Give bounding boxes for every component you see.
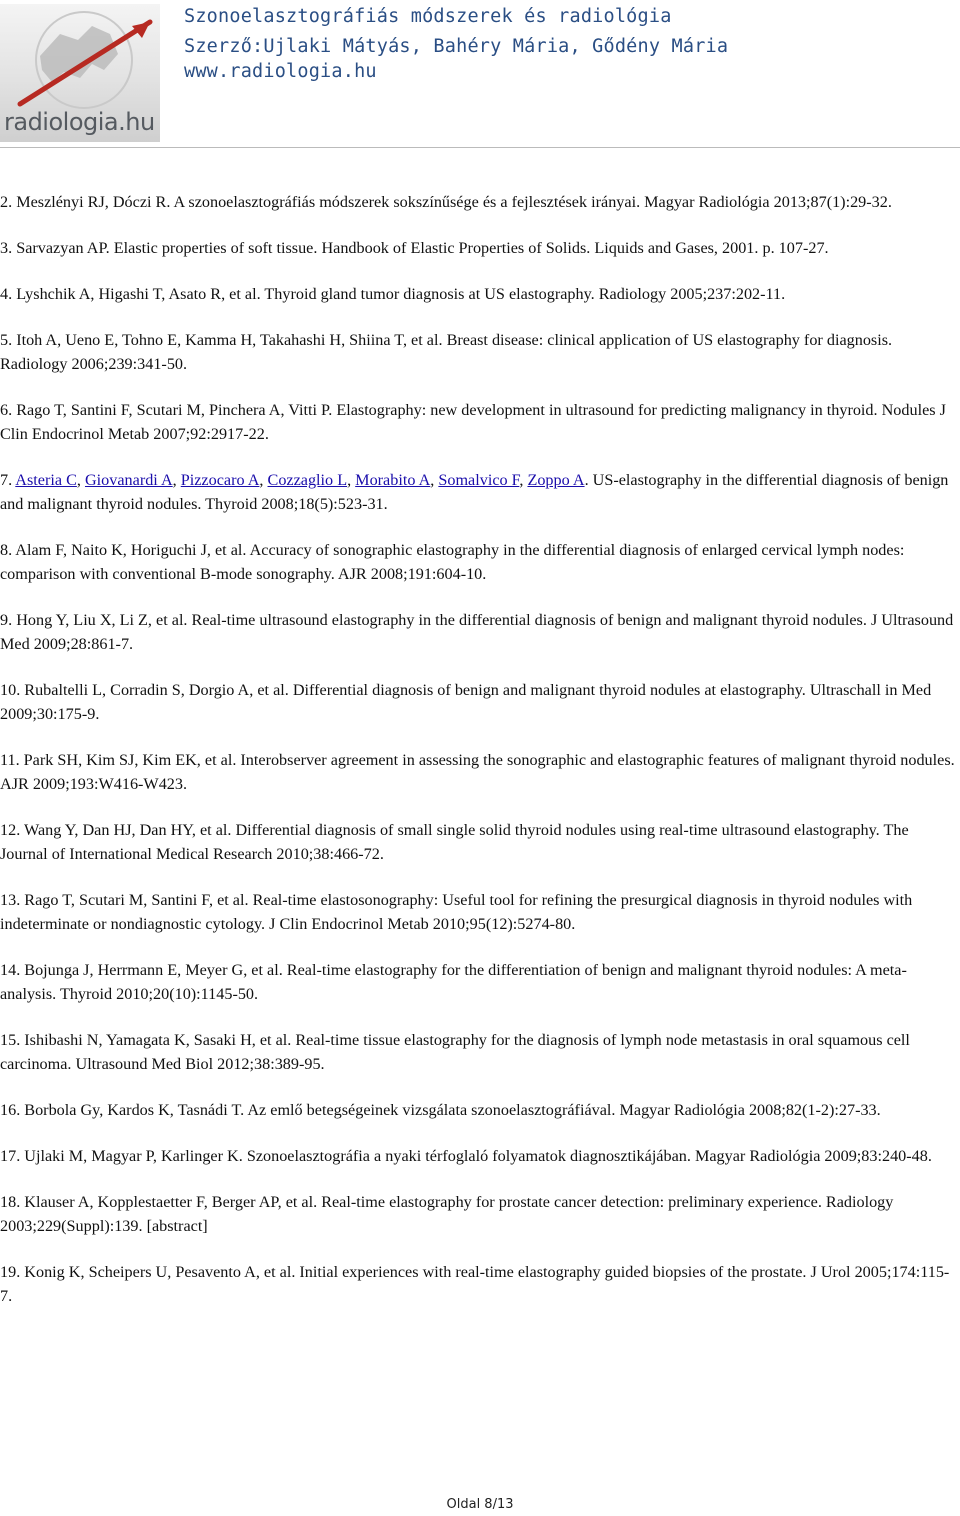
reference-item: 3. Sarvazyan AP. Elastic properties of soft tissue. Handbook of Elastic Properties of Solids. Liquids and Gases, 2001. p. 107-27. xyxy=(0,239,829,257)
reference-item: 9. Hong Y, Liu X, Li Z, et al. Real-time ultrasound elastography in the differential diagnosis of benign and malignant thyroid nodules. J Ultrasound Med 2009;28:861-7. xyxy=(0,611,954,653)
reference-item: 11. Park SH, Kim SJ, Kim EK, et al. Interobserver agreement in assessing the sonographic and elastographic features of malignant thyroid nodules. AJR 2009;193:W416-W423. xyxy=(0,751,955,793)
reference-item: 15. Ishibashi N, Yamagata K, Sasaki H, et al. Real-time tissue elastography for the diagnosis of lymph node metastasis in oral squamous cell carcinoma. Ultrasound Med Biol 2012;38:389-95. xyxy=(0,1031,910,1073)
reference-item: 13. Rago T, Scutari M, Santini F, et al. Real-time elastosonography: Useful tool for refining the presurgical diagnosis in thyroid nodules with indeterminate or nondiagnostic cytology. J Clin Endocrinol Metab 2010;95(12):5274-80. xyxy=(0,891,913,933)
reference-item: 5. Itoh A, Ueno E, Tohno E, Kamma H, Takahashi H, Shiina T, et al. Breast disease: clinical application of US elastography for diagnosis. Radiology 2006;239:341-50. xyxy=(0,331,893,373)
separator: , xyxy=(76,471,85,489)
header-divider xyxy=(0,147,960,148)
page-header xyxy=(0,0,960,148)
author-link[interactable]: Cozzaglio L xyxy=(267,471,348,489)
author-link[interactable]: Asteria C xyxy=(15,471,77,489)
radiologia-logo[interactable] xyxy=(0,4,160,142)
reference-text: . US-elastography in the differential diagnosis of benign and malignant thyroid nodules. Thyroid 2008;18(5):523-31. xyxy=(0,471,949,513)
separator: , xyxy=(519,471,528,489)
reference-list xyxy=(0,190,958,1330)
logo-text: radiologia.hu xyxy=(4,108,155,136)
reference-item: 6. Rago T, Santini F, Scutari M, Pinchera A, Vitti P. Elastography: new development in ultrasound for predicting malignancy in thyroid. Nodules J Clin Endocrinol Metab 2007;92:2917-22. xyxy=(0,401,946,443)
reference-item: 12. Wang Y, Dan HJ, Dan HY, et al. Differential diagnosis of small single solid thyroid nodules using real-time ultrasound elastography. The Journal of International Medical Research 2010;38:466-72. xyxy=(0,821,909,863)
separator: , xyxy=(347,471,356,489)
page-number: Oldal 8/13 xyxy=(446,1497,514,1512)
author-link[interactable]: Morabito A xyxy=(355,471,431,489)
document-authors: Szerző:Ujlaki Mátyás, Bahéry Mária, Gődény Mária xyxy=(184,36,729,57)
reference-item: 14. Bojunga J, Herrmann E, Meyer G, et al. Real-time elastography for the differentiation of benign and malignant thyroid nodules: A meta-analysis. Thyroid 2010;20(10):1145-50. xyxy=(0,961,907,1003)
reference-item: 2. Meszlényi RJ, Dóczi R. A szonoelasztográfiás módszerek sokszínűsége és a fejlesztések irányai. Magyar Radiológia 2013;87(1):29-32. xyxy=(0,193,892,211)
reference-item-7 xyxy=(0,468,958,516)
reference-item: 10. Rubaltelli L, Corradin S, Dorgio A, et al. Differential diagnosis of benign and malignant thyroid nodules at elastography. Ultraschall in Med 2009;30:175-9. xyxy=(0,681,932,723)
reference-number: 7. xyxy=(0,471,16,489)
separator: , xyxy=(172,471,181,489)
separator: , xyxy=(259,471,268,489)
map-shape xyxy=(40,26,118,82)
author-link[interactable]: Somalvico F xyxy=(438,471,520,489)
reference-item: 4. Lyshchik A, Higashi T, Asato R, et al. Thyroid gland tumor diagnosis at US elastography. Radiology 2005;237:202-11. xyxy=(0,285,786,303)
author-link[interactable]: Giovanardi A xyxy=(84,471,173,489)
reference-item: 16. Borbola Gy, Kardos K, Tasnádi T. Az emlő betegségeinek vizsgálata szonoelasztográfiával. Magyar Radiológia 2008;82(1-2):27-33. xyxy=(0,1101,881,1119)
reference-item: 8. Alam F, Naito K, Horiguchi J, et al. Accuracy of sonographic elastography in the differential diagnosis of enlarged cervical lymph nodes: comparison with conventional B-mode sonography. AJR 2008;191:604-10. xyxy=(0,541,905,583)
reference-item: 19. Konig K, Scheipers U, Pesavento A, et al. Initial experiences with real-time elastography guided biopsies of the prostate. J Urol 2005;174:115-7. xyxy=(0,1263,950,1305)
site-url[interactable]: www.radiologia.hu xyxy=(184,61,377,82)
reference-item: 17. Ujlaki M, Magyar P, Karlinger K. Szonoelasztográfia a nyaki térfoglaló folyamatok diagnosztikájában. Magyar Radiológia 2009;83:240-48. xyxy=(0,1147,932,1165)
reference-item: 18. Klauser A, Kopplestaetter F, Berger AP, et al. Real-time elastography for prostate cancer detection: preliminary experience. Radiology 2003;229(Suppl):139. [abstract] xyxy=(0,1193,894,1235)
author-link[interactable]: Zoppo A xyxy=(527,471,585,489)
document-title: Szonoelasztográfiás módszerek és radiológia xyxy=(184,6,672,27)
separator: , xyxy=(430,471,439,489)
author-link[interactable]: Pizzocaro A xyxy=(180,471,260,489)
